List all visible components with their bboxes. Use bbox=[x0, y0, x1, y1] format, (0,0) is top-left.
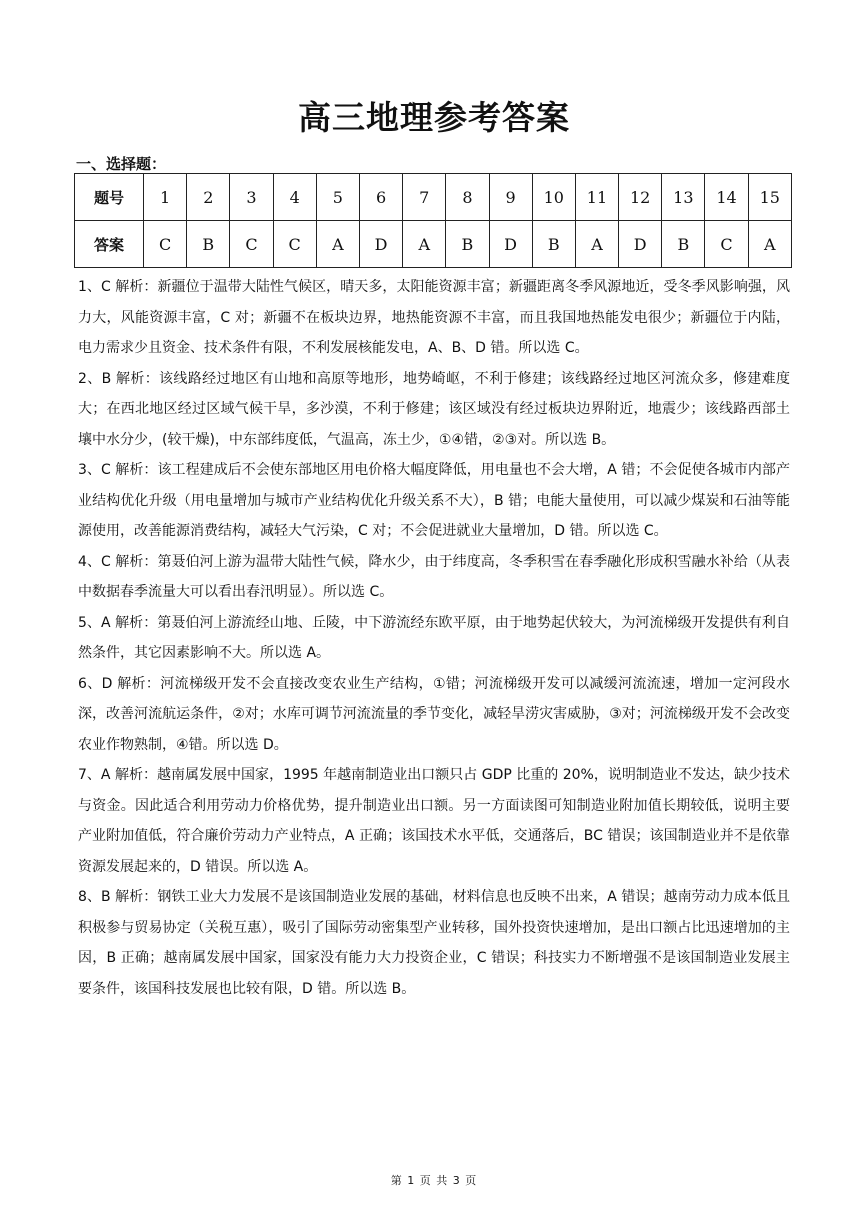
answer-letter: D bbox=[619, 221, 662, 268]
answer-letter: C bbox=[230, 221, 273, 268]
answer-letter: A bbox=[575, 221, 618, 268]
page-footer: 第 1 页 共 3 页 bbox=[390, 1174, 478, 1187]
question-number: 9 bbox=[489, 174, 532, 221]
answer-letter: C bbox=[705, 221, 748, 268]
question-number: 2 bbox=[187, 174, 230, 221]
answer-letter: B bbox=[662, 221, 705, 268]
explanation-6: 6、D 解析：河流梯级开发不会直接改变农业生产结构，①错；河流梯级开发可以减缓河流流速，增加一定河段水深，改善河流航运条件，②对；水库可调节河流流量的季节变化，减轻旱涝灾害威胁，③对；河流梯级开发不会改变农业作物熟制，④错。所以选 D。 bbox=[78, 675, 790, 753]
answer-letter: B bbox=[532, 221, 575, 268]
row-label-number: 题号 bbox=[75, 174, 144, 221]
question-number: 13 bbox=[662, 174, 705, 221]
explanation-5: 5、A 解析：第聂伯河上游流经山地、丘陵，中下游流经东欧平原，由于地势起伏较大，为河流梯级开发提供有利自然条件，其它因素影响不大。所以选 A。 bbox=[78, 614, 790, 661]
answer-letter: D bbox=[359, 221, 402, 268]
question-number: 15 bbox=[748, 174, 791, 221]
answer-letter: C bbox=[144, 221, 187, 268]
question-number: 8 bbox=[446, 174, 489, 221]
explanation-8: 8、B 解析：钢铁工业大力发展不是该国制造业发展的基础，材料信息也反映不出来，A 错误；越南劳动力成本低且积极参与贸易协定（关税互惠），吸引了国际劳动密集型产业转移，国外投资快速增加，是出口额占比迅速增加的主因，B 正确；越南属发展中国家，国家没有能力大力投资企业，C 错误；科技实力不断增强不是该国制造业发展主要条件，该国科技发展也比较有限，D 错。所以选 B。 bbox=[78, 889, 790, 997]
page-title: 高三地理参考答案 bbox=[298, 98, 570, 137]
answer-row bbox=[75, 221, 792, 268]
answer-letter: C bbox=[273, 221, 316, 268]
question-number: 14 bbox=[705, 174, 748, 221]
question-number: 6 bbox=[359, 174, 402, 221]
answer-letter: A bbox=[316, 221, 359, 268]
section-heading: 一、选择题： bbox=[76, 155, 167, 173]
question-number: 10 bbox=[532, 174, 575, 221]
answer-letter: A bbox=[403, 221, 446, 268]
explanation-1: 1、C 解析：新疆位于温带大陆性气候区，晴天多，太阳能资源丰富；新疆距离冬季风源地近，受冬季风影响强，风力大，风能资源丰富，C 对；新疆不在板块边界，地热能资源不丰富，而且我国地热能发电很少；新疆位于内陆，电力需求少且资金、技术条件有限，不利发展核能发电，A、B、D 错。所以选 C。 bbox=[78, 279, 790, 356]
explanation-7: 7、A 解析：越南属发展中国家，1995 年越南制造业出口额只占 GDP 比重的 20%，说明制造业不发达，缺少技术与资金。因此适合利用劳动力价格优势，提升制造业出口额。另一方面读图可知制造业附加值长期较低，说明主要产业附加值低，符合廉价劳动力产业特点，A 正确；该国技术水平低，交通落后，BC 错误；该国制造业并不是依靠资源发展起来的，D 错误。所以选 A。 bbox=[78, 767, 790, 875]
explanation-3: 3、C 解析：该工程建成后不会使东部地区用电价格大幅度降低，用电量也不会大增，A 错；不会促使各城市内部产业结构优化升级（用电量增加与城市产业结构优化升级关系不大），B 错；电能大量使用，可以减少煤炭和石油等能源使用，改善能源消费结构，减轻大气污染，C 对；不会促进就业大量增加，D 错。所以选 C。 bbox=[78, 462, 790, 539]
answer-letter: A bbox=[748, 221, 791, 268]
number-row bbox=[75, 174, 792, 221]
question-number: 1 bbox=[144, 174, 187, 221]
question-number: 5 bbox=[316, 174, 359, 221]
answer-letter: D bbox=[489, 221, 532, 268]
answer-letter: B bbox=[446, 221, 489, 268]
answer-letter: B bbox=[187, 221, 230, 268]
explanation-2: 2、B 解析：该线路经过地区有山地和高原等地形，地势崎岖，不利于修建；该线路经过地区河流众多，修建难度大；在西北地区经过区域气候干旱，多沙漠，不利于修建；该区域没有经过板块边界附近，地震少；该线路西部土壤中水分少，(较干燥)，中东部纬度低，气温高，冻土少，①④错，②③对。所以选 B。 bbox=[78, 370, 790, 448]
row-label-answer: 答案 bbox=[75, 221, 144, 268]
explanations bbox=[78, 272, 790, 1004]
question-number: 3 bbox=[230, 174, 273, 221]
question-number: 4 bbox=[273, 174, 316, 221]
question-number: 7 bbox=[403, 174, 446, 221]
answer-table bbox=[74, 173, 792, 268]
question-number: 12 bbox=[619, 174, 662, 221]
question-number: 11 bbox=[575, 174, 618, 221]
explanation-4: 4、C 解析：第聂伯河上游为温带大陆性气候，降水少，由于纬度高，冬季积雪在春季融化形成积雪融水补给（从表中数据春季流量大可以看出春汛明显）。所以选 C。 bbox=[78, 553, 790, 600]
